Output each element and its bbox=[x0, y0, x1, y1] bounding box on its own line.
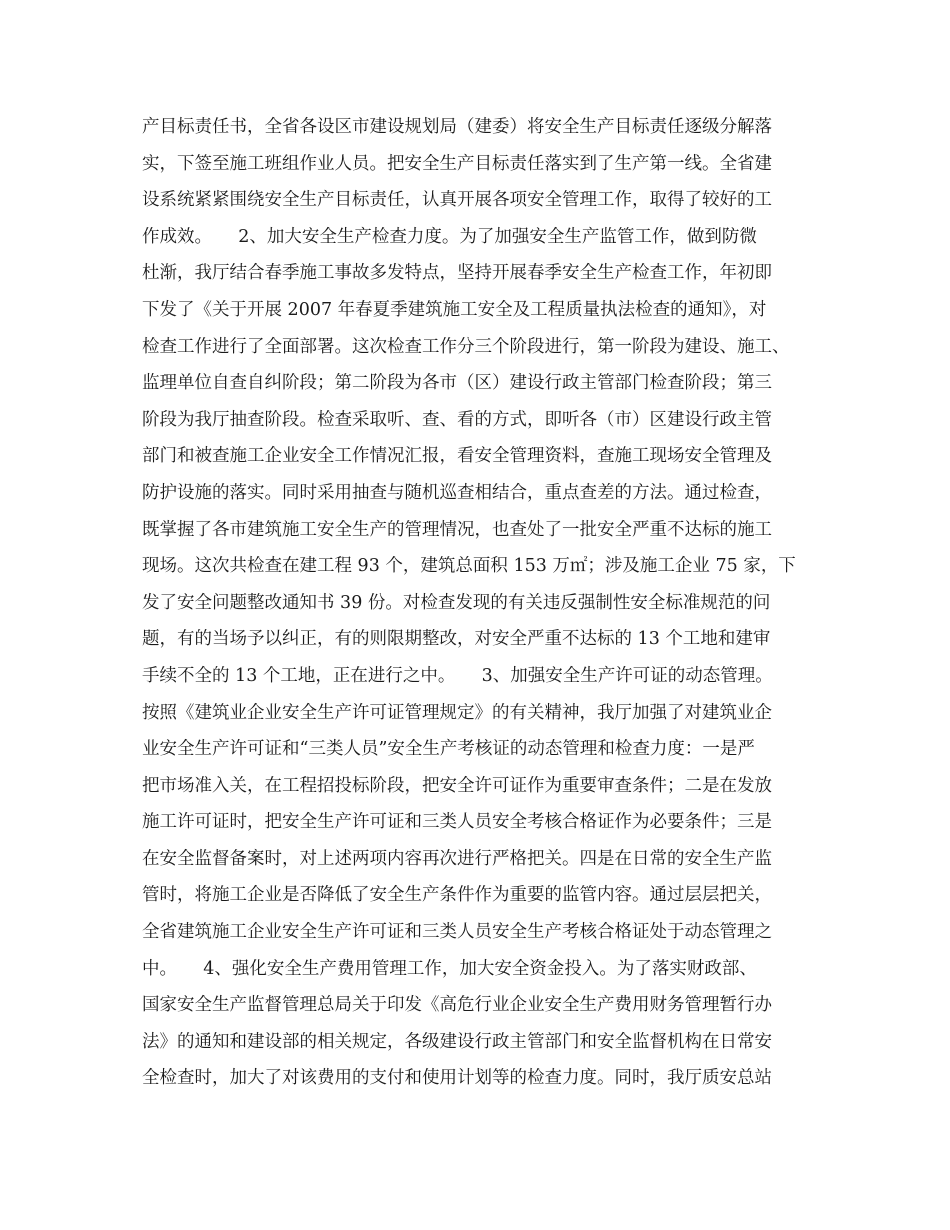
text-line: 实，下签至施工班组作业人员。把安全生产目标责任落实到了生产第一线。全省建 bbox=[142, 153, 772, 174]
text-line: 阶段为我厅抽查阶段。检查采取听、查、看的方式，即听各（市）区建设行政主管 bbox=[142, 409, 772, 430]
text-line: 在安全监督备案时，对上述两项内容再次进行严格把关。四是在日常的安全生产监 bbox=[142, 848, 772, 869]
text-line: 检查工作进行了全面部署。这次检查工作分三个阶段进行，第一阶段为建设、施工、 bbox=[142, 336, 790, 357]
text-line: 按照《建筑业企业安全生产许可证管理规定》的有关精神，我厅加强了对建筑业企 bbox=[142, 702, 772, 723]
text-line: 发了安全问题整改通知书 39 份。对检查发现的有关违反强制性安全标准规范的问 bbox=[142, 592, 771, 613]
text-line: 防护设施的落实。同时采用抽查与随机巡查相结合，重点查差的方法。通过检查， bbox=[142, 482, 772, 503]
text-line: 手续不全的 13 个工地，正在进行之中。 3、加强安全生产许可证的动态管理。 bbox=[142, 665, 773, 686]
text-line: 杜渐，我厅结合春季施工事故多发特点，坚持开展春季安全生产检查工作，年初即 bbox=[142, 263, 772, 284]
text-line: 国家安全生产监督管理总局关于印发《高危行业企业安全生产费用财务管理暂行办 bbox=[142, 995, 772, 1016]
text-line: 题，有的当场予以纠正，有的则限期整改，对安全严重不达标的 13 个工地和建审 bbox=[142, 629, 771, 650]
text-line: 下发了《关于开展 2007 年春夏季建筑施工安全及工程质量执法检查的通知》，对 bbox=[142, 299, 767, 320]
text-line: 管时，将施工企业是否降低了安全生产条件作为重要的监管内容。通过层层把关， bbox=[142, 885, 772, 906]
text-line: 部门和被查施工企业安全工作情况汇报，看安全管理资料，查施工现场安全管理及 bbox=[142, 446, 772, 467]
text-line: 全省建筑施工企业安全生产许可证和三类人员安全生产考核合格证处于动态管理之 bbox=[142, 922, 772, 943]
text-line: 法》的通知和建设部的相关规定，各级建设行政主管部门和安全监督机构在日常安 bbox=[142, 1031, 772, 1052]
text-line: 作成效。 2、加大安全生产检查力度。为了加强安全生产监管工作，做到防微 bbox=[142, 226, 757, 247]
text-line: 中。 4、强化安全生产费用管理工作，加大安全资金投入。为了落实财政部、 bbox=[142, 958, 757, 979]
body-text bbox=[142, 109, 814, 1097]
text-line: 现场。这次共检查在建工程 93 个，建筑总面积 153 万㎡；涉及施工企业 75 家，下 bbox=[142, 556, 796, 577]
text-line: 把市场准入关，在工程招投标阶段，把安全许可证作为重要审查条件；二是在发放 bbox=[142, 775, 772, 796]
text-line: 业安全生产许可证和“三类人员”安全生产考核证的动态管理和检查力度：一是严 bbox=[142, 739, 755, 760]
text-line: 既掌握了各市建筑施工安全生产的管理情况，也查处了一批安全严重不达标的施工 bbox=[142, 519, 772, 540]
text-line: 设系统紧紧围绕安全生产目标责任，认真开展各项安全管理工作，取得了较好的工 bbox=[142, 190, 772, 211]
text-line: 产目标责任书，全省各设区市建设规划局（建委）将安全生产目标责任逐级分解落 bbox=[142, 117, 772, 137]
text-line: 施工许可证时，把安全生产许可证和三类人员安全考核合格证作为必要条件；三是 bbox=[142, 812, 772, 833]
text-line: 全检查时，加大了对该费用的支付和使用计划等的检查力度。同时，我厅质安总站 bbox=[142, 1068, 772, 1089]
text-line: 监理单位自查自纠阶段；第二阶段为各市（区）建设行政主管部门检查阶段；第三 bbox=[142, 373, 772, 394]
